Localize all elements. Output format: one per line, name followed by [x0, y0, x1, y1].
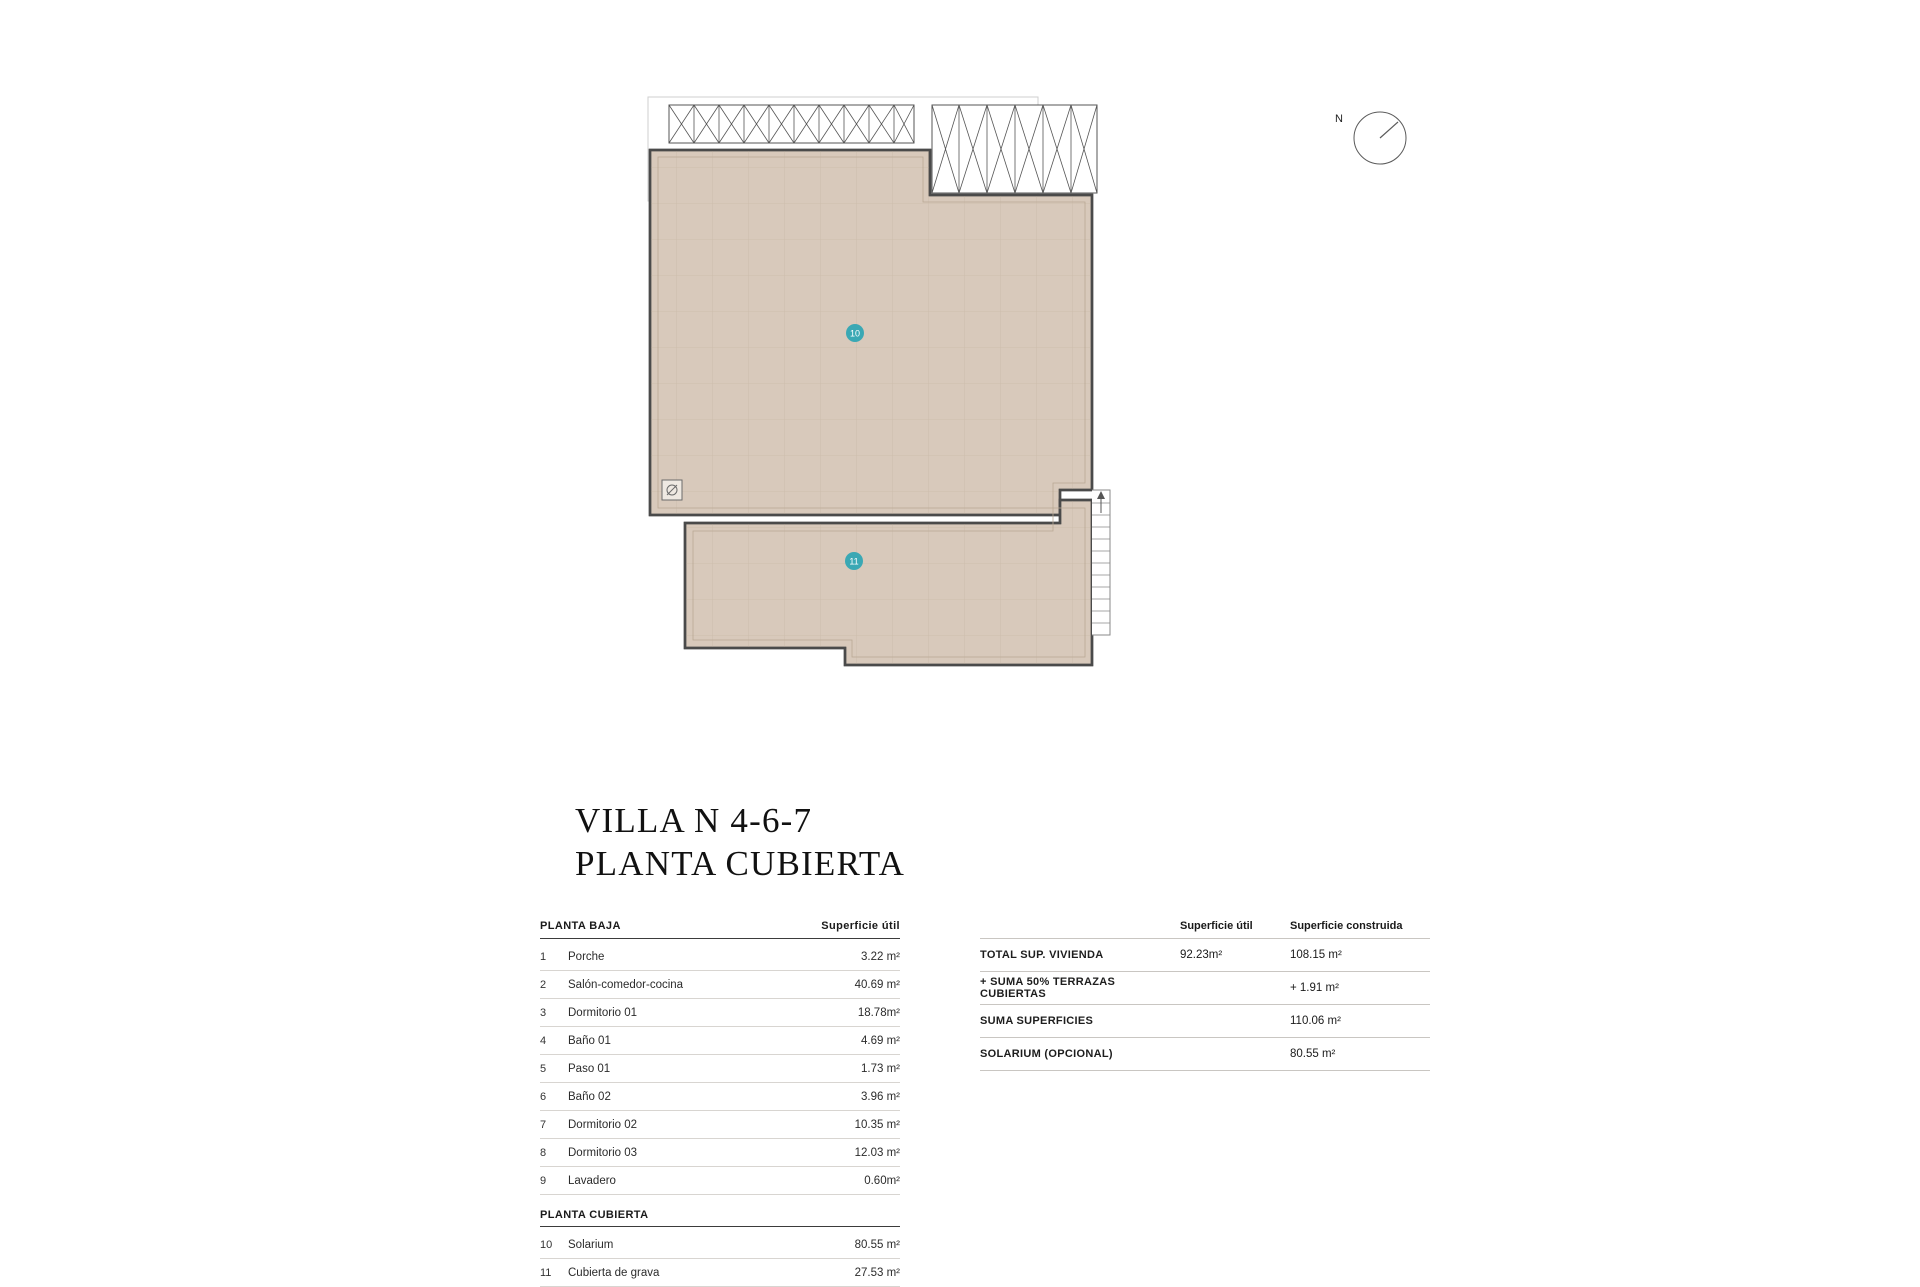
totals-row-construida: 108.15 m² — [1290, 949, 1342, 961]
legend-row-name: Salón-comedor-cocina — [568, 978, 684, 991]
room-gravel-roof — [685, 500, 1092, 665]
legend-column-header: Superficie útil — [821, 920, 900, 932]
totals-table — [980, 920, 1430, 1071]
compass-north-label: N — [1335, 113, 1344, 125]
compass-rose — [1335, 105, 1425, 175]
legend-row-name: Solarium — [568, 1238, 614, 1251]
legend-row-number: 2 — [540, 978, 547, 991]
table-row — [980, 1037, 1430, 1071]
legend-row-number: 8 — [540, 1146, 547, 1159]
room-marker-10-label: 10 — [849, 328, 861, 339]
list-item — [540, 1139, 900, 1167]
list-item — [540, 999, 900, 1027]
legend-rows-planta-baja — [540, 943, 900, 1195]
totals-row-label: SUMA SUPERFICIES — [980, 1015, 1094, 1027]
legend-row-area: 3.22 m² — [861, 950, 900, 963]
legend-row-number: 9 — [540, 1174, 547, 1187]
totals-header-util: Superficie útil — [1180, 920, 1253, 932]
legend-row-area: 10.35 m² — [854, 1118, 900, 1131]
legend-row-number: 11 — [540, 1266, 552, 1279]
drain-icon — [662, 480, 682, 500]
legend-row-area: 27.53 m² — [854, 1266, 900, 1279]
list-item — [540, 1055, 900, 1083]
list-item — [540, 1167, 900, 1195]
legend-row-name: Dormitorio 01 — [568, 1006, 638, 1019]
list-item — [540, 1083, 900, 1111]
totals-row-construida: + 1.91 m² — [1290, 982, 1339, 994]
floor-plan-drawing — [640, 95, 1260, 795]
legend-row-name: Dormitorio 02 — [568, 1118, 638, 1131]
legend-row-name: Porche — [568, 950, 605, 963]
legend-row-area: 1.73 m² — [861, 1062, 900, 1075]
list-item — [540, 1111, 900, 1139]
legend-row-number: 4 — [540, 1034, 547, 1047]
legend-row-area: 3.96 m² — [861, 1090, 900, 1103]
table-row — [980, 1004, 1430, 1037]
list-item — [540, 1027, 900, 1055]
legend-table — [540, 920, 900, 1287]
totals-row-construida: 80.55 m² — [1290, 1048, 1336, 1060]
totals-row-construida: 110.06 m² — [1290, 1015, 1341, 1027]
room-marker-11-label: 11 — [849, 556, 859, 567]
table-row — [980, 971, 1430, 1004]
list-item — [540, 943, 900, 971]
legend-row-name: Dormitorio 03 — [568, 1146, 638, 1159]
legend-rows-planta-cubierta — [540, 1231, 900, 1287]
table-row — [980, 938, 1430, 971]
legend-row-name: Baño 01 — [568, 1034, 611, 1047]
page-title — [575, 800, 1275, 885]
legend-row-area: 0.60m² — [864, 1174, 900, 1187]
title-line-2: PLANTA CUBIERTA — [575, 843, 906, 883]
legend-row-number: 5 — [540, 1062, 547, 1075]
legend-row-number: 7 — [540, 1118, 547, 1131]
room-solarium — [650, 150, 1092, 515]
legend-section-title: PLANTA BAJA — [540, 920, 621, 932]
totals-row-label: + SUMA 50% TERRAZAS CUBIERTAS — [980, 976, 1116, 1000]
legend-row-name: Baño 02 — [568, 1090, 611, 1103]
title-line-1: VILLA N 4-6-7 — [575, 801, 813, 840]
list-item — [540, 971, 900, 999]
legend-row-name: Paso 01 — [568, 1062, 611, 1075]
legend-subsection-title: PLANTA CUBIERTA — [540, 1195, 900, 1227]
legend-row-area: 4.69 m² — [861, 1034, 900, 1047]
list-item — [540, 1231, 900, 1259]
totals-header-row — [980, 920, 1430, 938]
totals-row-label: TOTAL SUP. VIVIENDA — [980, 949, 1104, 961]
legend-row-number: 10 — [540, 1238, 553, 1251]
room-marker-11 — [845, 552, 863, 570]
totals-row-util: 92.23m² — [1180, 949, 1223, 961]
room-marker-10 — [846, 324, 864, 342]
legend-row-area: 40.69 m² — [854, 978, 900, 991]
legend-row-number: 6 — [540, 1090, 547, 1103]
legend-section-header — [540, 920, 900, 939]
legend-row-area: 12.03 m² — [854, 1146, 900, 1159]
staircase — [1092, 490, 1110, 635]
legend-row-area: 18.78m² — [857, 1006, 900, 1019]
totals-header-construida: Superficie construida — [1290, 920, 1403, 932]
legend-row-name: Lavadero — [568, 1174, 616, 1187]
legend-row-number: 3 — [540, 1006, 547, 1019]
totals-row-label: SOLARIUM (OPCIONAL) — [980, 1048, 1113, 1060]
legend-row-name: Cubierta de grava — [568, 1266, 660, 1279]
legend-row-number: 1 — [540, 950, 547, 963]
list-item — [540, 1259, 900, 1287]
legend-row-area: 80.55 m² — [854, 1238, 900, 1251]
